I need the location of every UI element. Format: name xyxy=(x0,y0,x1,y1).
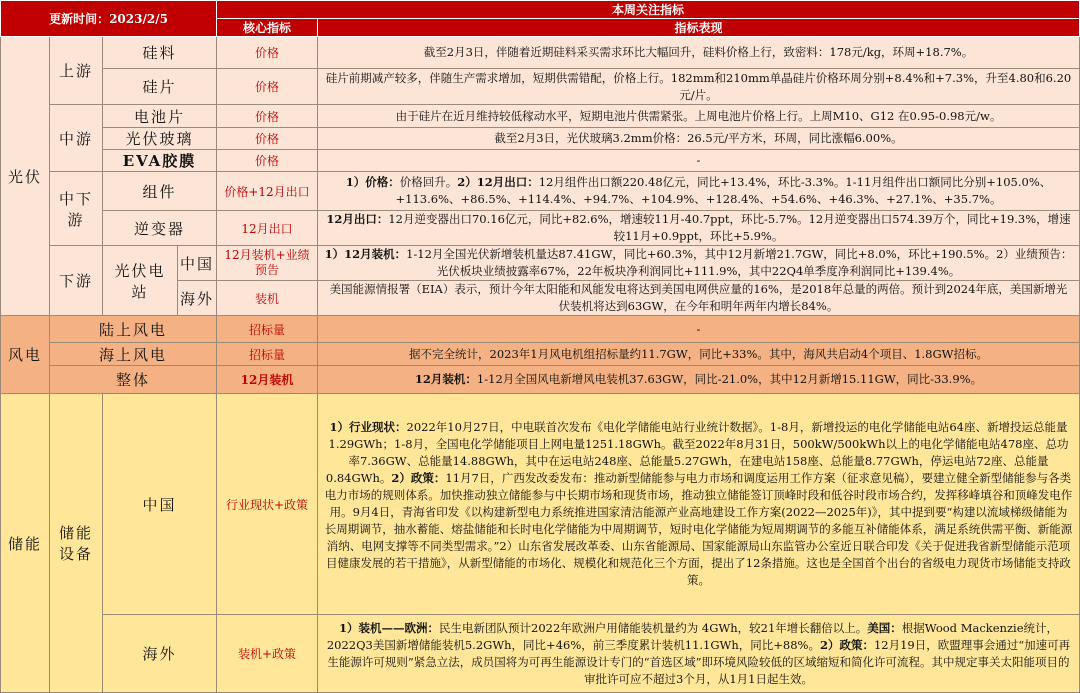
pv-upstream: 上游 xyxy=(50,37,103,105)
pv-item-name: 电池片 xyxy=(103,105,217,128)
indicator-detail: 硅片前期减产较多，伴随生产需求增加，短期供需错配，价格上行。182mm和210mm单晶硅片价格环周分别+8.4%和+7.3%，升至4.80和6.20元/片。 xyxy=(318,69,1080,105)
section-pv: 光伏 xyxy=(1,37,50,316)
core-indicator: 装机+政策 xyxy=(217,615,318,693)
wind-item-name: 陆上风电 xyxy=(50,316,217,343)
pv-downstream: 下游 xyxy=(50,246,103,316)
detail-bold: 1）价格： xyxy=(345,175,400,189)
core-indicator: 12月装机+业绩预告 xyxy=(217,246,318,281)
indicator-detail: 截至2月3日，光伏玻璃3.2mm价格：26.5元/平方米，环周，同比涨幅6.00%。 xyxy=(318,128,1080,150)
indicator-detail: 据不完全统计，2023年1月风电机组招标量约11.7GW，同比+33%。其中，海风共启动4个项目、1.8GW招标。 xyxy=(318,343,1080,366)
focus-title: 本周关注指标 xyxy=(217,1,1080,19)
wind-item-name: 海上风电 xyxy=(50,343,217,366)
indicator-detail: - xyxy=(318,150,1080,172)
region-label: 海外 xyxy=(103,615,217,693)
pv-item-name: 光伏电站 xyxy=(103,246,178,316)
indicator-detail xyxy=(318,366,1080,394)
detail-text: 2022年10月27日，中电联首次发布《电化学储能电站行业统计数据》。1-8月，新增投运的电化学储能电站64座、新增投运总能量1.29GWh；1-8月，全国电化学储能项目上网电量1251.18GWh。截至2022年8月31日，500kW/500kWh以上的电化学储能电站478座、总功率7.36GW、总能量14.88GWh，其中在运电站248座、总能量5.27GWh，在建电站158座、总能量8.77GWh，停运电站72座、总能量0.84GWh。 xyxy=(325,420,1069,485)
pv-item-name: 硅片 xyxy=(103,69,217,105)
detail-text: 12月逆变器出口70.16亿元，同比+82.6%，增速较11月-40.7ppt，环比-5.7%。12月逆变器出口574.39万个，同比+19.3%，增速较11月+0.9ppt，环比+5.9%。 xyxy=(388,212,1071,243)
detail-bold: 1）装机——欧洲： xyxy=(338,620,439,635)
pv-mid-downstream: 中下游 xyxy=(50,172,103,246)
indicator-detail xyxy=(318,615,1080,693)
pv-item-name: 组件 xyxy=(103,172,217,211)
core-indicator: 价格 xyxy=(217,105,318,128)
core-indicator: 价格 xyxy=(217,37,318,69)
region-label: 中国 xyxy=(103,394,217,615)
update-time: 更新时间：2023/2/5 xyxy=(1,1,217,37)
pv-item-name: 硅料 xyxy=(103,37,217,69)
indicator-detail xyxy=(318,172,1080,211)
pv-item-name: 逆变器 xyxy=(103,211,217,246)
core-indicator: 招标量 xyxy=(217,316,318,343)
indicator-detail: 截至2月3日，伴随着近期硅料采买需求环比大幅回升，硅料价格上行，致密料：178元/kg，环周+18.7%。 xyxy=(318,37,1080,69)
detail-bold: 美国： xyxy=(867,620,902,635)
detail-bold: 12月出口： xyxy=(326,212,389,226)
region-label: 海外 xyxy=(178,281,217,316)
core-indicator: 价格+12月出口 xyxy=(217,172,318,211)
core-indicator: 行业现状+政策 xyxy=(217,394,318,615)
detail-text: 11月7日，广西发改委发布：推动新型储能参与电力市场和调度运用工作方案（征求意见稿），要建立健全新型储能参与各类电力市场的规则体系。加快推动独立储能参与中长期市场和现货市场，推动独立储能签订顶峰时段和低谷时段市场合约，发挥移峰填谷和顶峰发电作用。9月4日，青海省印发《以构建新型电力系统推进国家清洁能源产业高地建设工作方案(2022—2025年)》，其中提到要“构建以流域梯级储能为长周期调节，抽水蓄能、熔盐储能和长时电化学储能为中周期调节，短时电化学储能为短周期调节的多能互补储能体系，满足系统供需平衡、新能源消纳、电网支撑等不同类型需求。”2）山东省发展改革委、山东省能源局、国家能源局山东监管办公室近日联合印发《关于促进我省新型储能示范项目健康发展的若干措施》，从新型储能的市场化、规模化和规范化三个方面，提出了12条措施。这也是全国首个出台的省级电力现货市场储能支持政策。 xyxy=(324,471,1073,587)
core-indicator: 装机 xyxy=(217,281,318,316)
detail-text: 根据Wood Mackenzie统计，2022Q3美国新增储能装机5.2GWh，同比+46%，前三季度累计装机11.1GWh，同比+88%。 xyxy=(326,620,1058,652)
detail-text: 民生电新团队预计2022年欧洲户用储能装机量约为 4GWh，较21年增长翻倍以上。 xyxy=(439,620,868,635)
section-storage: 储能 xyxy=(1,394,50,693)
pv-midstream: 中游 xyxy=(50,105,103,172)
core-indicator: 价格 xyxy=(217,128,318,150)
detail-bold: 2）12月出口： xyxy=(457,175,539,189)
pv-item-name: EVA胶膜 xyxy=(103,150,217,172)
wind-item-name: 整体 xyxy=(50,366,217,394)
indicator-detail xyxy=(318,246,1080,281)
detail-bold: 12月装机： xyxy=(414,372,477,386)
pv-item-name: 光伏玻璃 xyxy=(103,128,217,150)
core-indicator: 招标量 xyxy=(217,343,318,366)
detail-text: 12月组件出口额220.48亿元，同比+13.4%，环比-3.3%。1-11月组件出口额同比分别+105.0%、+113.6%、+86.5%、+114.4%、+94.7%、+104.9%、+128.4%、+54.6%、+46.3%、+27.1%、+35.7%。 xyxy=(395,175,1052,206)
detail-text: 1-12月全国光伏新增装机量达87.41GW，同比+60.3%，其中12月新增21.7GW，同比+8.0%，环比+190.5%。2）业绩预告：光伏板块业绩披露率67%，22年板块净利润同比+111.9%，其中22Q4单季度净利润同比+139.4%。 xyxy=(406,247,1073,278)
indicator-detail: 由于硅片在近月维持较低稼动水平，短期电池片供需紧张。上周电池片价格上行。上周M10、G12 在0.95-0.98元/w。 xyxy=(318,105,1080,128)
detail-text: 价格回升。 xyxy=(399,175,458,189)
indicator-detail xyxy=(318,394,1080,615)
indicator-detail: 美国能源情报署（EIA）表示，预计今年太阳能和风能发电将达到美国电网供应量的16%，是2018年总量的两倍。预计到2024年底，美国新增光伏装机将达到63GW，在今年和明年两年内增长84%。 xyxy=(318,281,1080,316)
core-indicator: 价格 xyxy=(217,69,318,105)
core-indicator: 12月出口 xyxy=(217,211,318,246)
indicator-detail xyxy=(318,211,1080,246)
detail-text: 12月19日，欧盟理事会通过“加速可再生能源许可规则”紧急立法，成员国将为可再生能源设计专门的“首选区域”即环境风险较低的区域缩短和简化许可流程。其中规定事关太阳能项目的审批许可应不超过3个月，从1月1日起生效。 xyxy=(327,637,1071,686)
performance-header: 指标表现 xyxy=(318,19,1080,37)
region-label: 中国 xyxy=(178,246,217,281)
detail-bold: 1）行业现状： xyxy=(329,420,407,434)
storage-device: 储能设备 xyxy=(50,394,103,693)
indicator-detail: - xyxy=(318,316,1080,343)
core-indicator: 价格 xyxy=(217,150,318,172)
detail-bold: 2）政策： xyxy=(819,637,874,652)
detail-bold: 2）政策： xyxy=(391,471,446,485)
detail-bold: 1）12月装机： xyxy=(324,247,407,261)
core-header: 核心指标 xyxy=(217,19,318,37)
detail-text: 1-12月全国风电新增风电装机37.63GW，同比-21.0%，其中12月新增15.11GW，同比-33.9%。 xyxy=(476,372,983,386)
core-indicator: 12月装机 xyxy=(217,366,318,394)
section-wind: 风电 xyxy=(1,316,50,394)
